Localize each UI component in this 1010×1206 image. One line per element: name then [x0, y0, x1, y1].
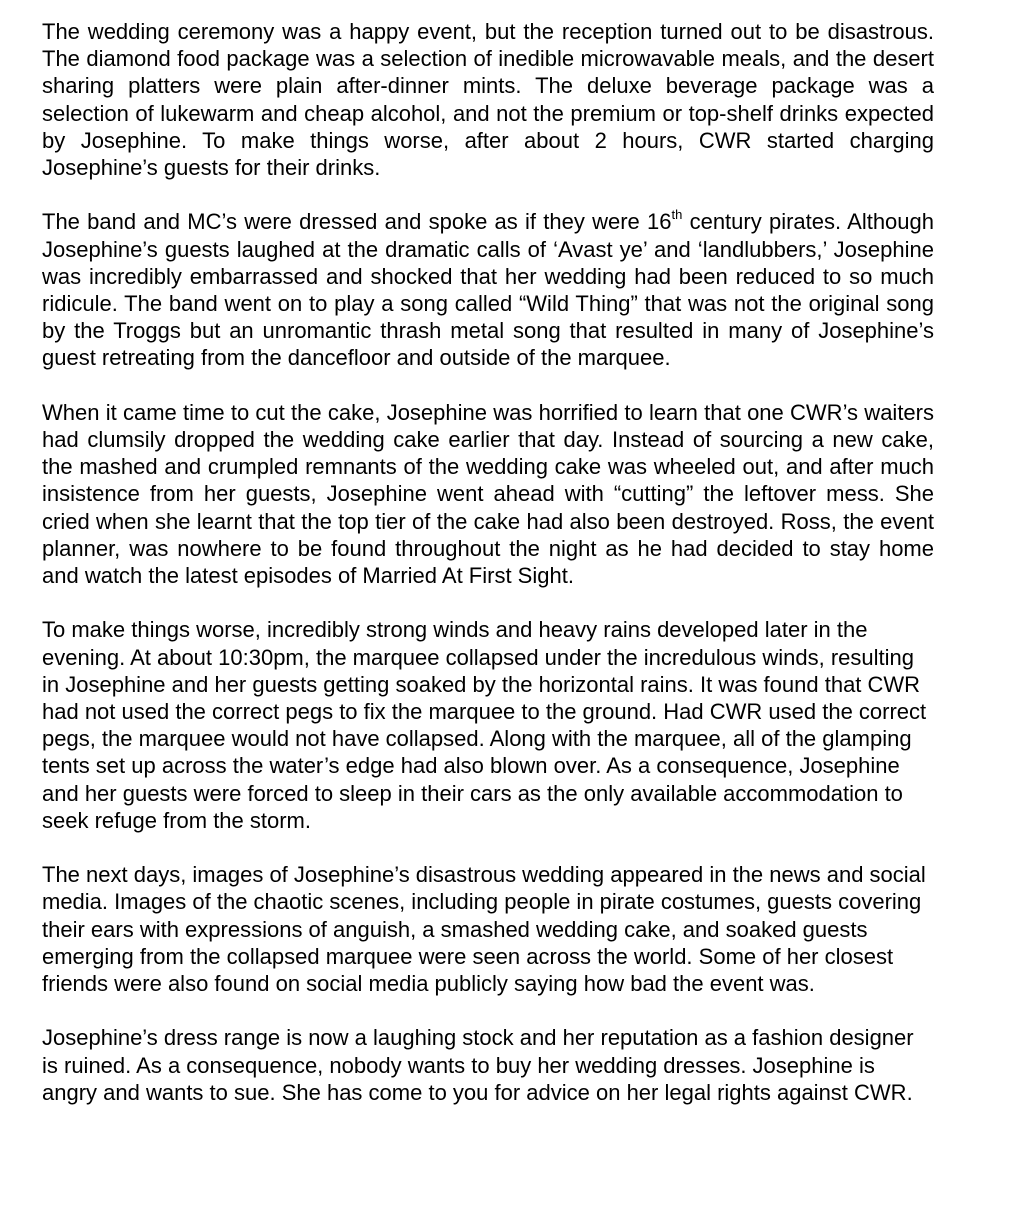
document-body — [42, 18, 934, 1133]
band-text-start: The band and MC’s were dressed and spoke as if they were 16 — [42, 209, 672, 235]
paragraph-cake: When it came time to cut the cake, Josephine was horrified to learn that one CWR’s waiters had clumsily dropped the wedding cake earlier that day. Instead of sourcing a new cake, the mashed and crumpled remnants of the wedding cake was wheeled out, and after much insistence from her guests, Josephine went ahead with “cutting” the leftover mess. She cried when she learnt that the top tier of the cake had also been destroyed. Ross, the event planner, was nowhere to be found throughout the night as he had decided to stay home and watch the latest episodes of Married At First Sight. — [42, 399, 934, 589]
ordinal-suffix: th — [671, 207, 683, 223]
paragraph-reception: The wedding ceremony was a happy event, but the reception turned out to be disastrous. The diamond food package was a selection of inedible microwavable meals, and the desert sharing platters were plain after-dinner mints. The deluxe beverage package was a selection of lukewarm and cheap alcohol, and not the premium or top-shelf drinks expected by Josephine. To make things worse, after about 2 hours, CWR started charging Josephine’s guests for their drinks. — [42, 19, 934, 181]
paragraph-media: The next days, images of Josephine’s disastrous wedding appeared in the news and social media. Images of the chaotic scenes, including people in pirate costumes, guests covering their ears with expressions of anguish, a smashed wedding cake, and soaked guests emerging from the collapsed marquee were seen across the world. Some of her closest friends were also found on social media publicly saying how bad the event was. — [42, 862, 926, 997]
paragraph-band — [42, 208, 934, 371]
paragraph-storm: To make things worse, incredibly strong winds and heavy rains developed later in the evening. At about 10:30pm, the marquee collapsed under the incredulous winds, resulting in Josephine and her guests getting soaked by the horizontal rains. It was found that CWR had not used the correct pegs to fix the marquee to the ground. Had CWR used the correct pegs, the marquee would not have collapsed. Along with the marquee, all of the glamping tents set up across the water’s edge had also blown over. As a consequence, Josephine and her guests were forced to sleep in their cars as the only available accommodation to seek refuge from the storm. — [42, 617, 927, 833]
paragraph-advice: Josephine’s dress range is now a laughing stock and her reputation as a fashion designer is ruined. As a consequence, nobody wants to buy her wedding dresses. Josephine is angry and wants to sue. She has come to you for advice on her legal rights against CWR. — [42, 1025, 914, 1105]
band-text-end: century pirates. Although Josephine’s guests laughed at the dramatic calls of ‘Avast ye’ and ‘landlubbers,’ Josephine was incredibly embarrassed and shocked that her wedding had been reduced to so much ridicule. The band went on to play a song called “Wild Thing” that was not the original song by the Troggs but an unromantic thrash metal song that resulted in many of Josephine’s guest retreating from the dancefloor and outside of the marquee. — [42, 209, 934, 371]
